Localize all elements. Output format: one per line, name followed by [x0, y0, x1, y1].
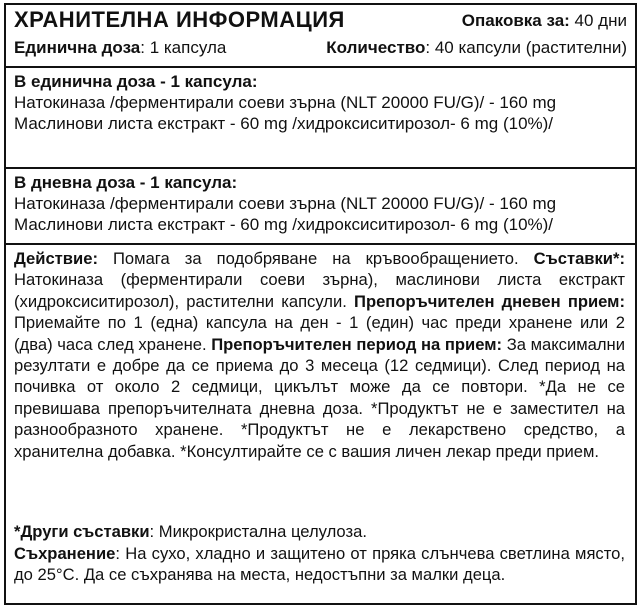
other-ingredients	[14, 521, 625, 542]
intake-period-text: За максимални резултати е добре да се приема до 3 месеца (12 седмици). След период на почивка от около 2 седмици, цикълът може да се повтори. *Да не се превишава препоръчителната дневна доза. *Продуктът не е заместител на разнообразното хранене. *Продуктът не е лекарствено средство, а хранителна добавка. *Консултирайте се с вашия личен лекар преди прием.	[14, 334, 625, 461]
quantity-info	[326, 37, 627, 58]
divider-2	[6, 167, 635, 169]
label-title: ХРАНИТЕЛНА ИНФОРМАЦИЯ	[14, 7, 345, 32]
other-ingredients-text: : Микрокристална целулоза.	[149, 522, 367, 541]
package-label: Опаковка за:	[461, 11, 570, 30]
single-dose-line: Маслинови листа екстракт - 60 mg /хидроксиситирозол- 6 mg (10%)/	[14, 114, 554, 133]
daily-intake-text: Приемайте по 1 (една) капсула на ден - 1 (един) час преди хранене или 2 (два) часа след хранене.	[14, 313, 625, 354]
dose-info	[14, 38, 226, 57]
intake-period-label: Препоръчителен период на прием:	[211, 334, 503, 354]
header-row-1	[14, 7, 627, 35]
dose-label: Единична доза	[14, 38, 141, 57]
storage-info	[14, 543, 625, 586]
single-dose-line: Натокиназа /ферментирали соеви зърна (NLT 20000 FU/G)/ - 160 mg	[14, 93, 557, 112]
daily-dose-section	[14, 172, 627, 235]
ingredients-label: Съставки*:	[533, 249, 625, 268]
dose-value: : 1 капсула	[140, 38, 227, 57]
divider-3	[6, 243, 635, 245]
nutrition-label	[4, 3, 637, 605]
package-value: 40 дни	[569, 11, 627, 30]
daily-dose-line: Маслинови листа екстракт - 60 mg /хидроксиситирозол- 6 mg (10%)/	[14, 215, 554, 234]
other-ingredients-label: *Други съставки	[14, 522, 150, 541]
header-row-2	[14, 37, 627, 59]
daily-dose-heading: В дневна доза - 1 капсула:	[14, 173, 238, 192]
quantity-value: : 40 капсули (растителни)	[425, 38, 627, 57]
storage-label: Съхранение	[14, 544, 116, 563]
action-label: Действие:	[14, 249, 98, 268]
info-paragraph	[14, 248, 625, 462]
quantity-label: Количество	[326, 38, 426, 57]
divider-1	[6, 66, 635, 68]
daily-intake-label: Препоръчителен дневен прием:	[354, 291, 625, 311]
single-dose-heading: В единична доза - 1 капсула:	[14, 72, 258, 91]
package-info	[462, 11, 627, 31]
action-text: Помага за подобряване на кръвообращението.	[97, 249, 534, 268]
daily-dose-line: Натокиназа /ферментирали соеви зърна (NLT 20000 FU/G)/ - 160 mg	[14, 194, 557, 213]
single-dose-section	[14, 71, 627, 134]
storage-text: : На сухо, хладно и защитено от пряка слънчева светлина място, до 25°C. Да се съхранява на места, недостъпни за малки деца.	[14, 544, 625, 585]
ingredients-text: Натокиназа (ферментирали соеви зърна), маслинови листа екстракт (хидроксиситирозол), растителни капсули.	[14, 270, 625, 311]
